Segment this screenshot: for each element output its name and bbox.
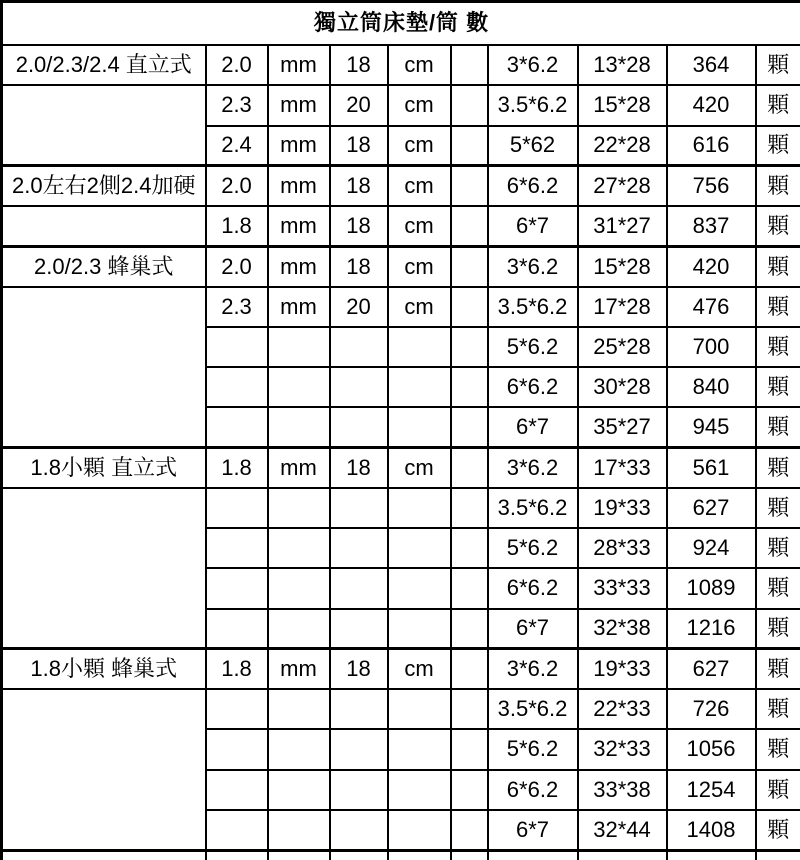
table-cell: 28*33 [578,528,667,568]
row-group-label-empty [2,488,206,649]
table-cell: 15*28 [578,85,667,125]
table-cell: 2.0 [206,166,268,206]
table-cell: 364 [667,45,756,85]
table-cell [268,327,330,367]
table-cell: 顆 [756,246,800,286]
table-cell [206,327,268,367]
table-cell: 顆 [756,126,800,166]
table-cell [451,327,488,367]
table-cell: 6*6.2 [488,367,578,407]
table-cell: 6*7 [488,206,578,246]
table-cell: 6*6.2 [488,166,578,206]
table-cell [268,488,330,528]
table-cell: 1089 [667,568,756,608]
table-cell: 顆 [756,45,800,85]
table-cell: 6*7 [488,609,578,649]
table-cell: 1408 [667,810,756,850]
table-cell: 22*28 [578,126,667,166]
table-cell [330,327,388,367]
table-cell [268,528,330,568]
table-row [2,206,800,246]
table-cell: 924 [667,528,756,568]
row-group-label: 2.0/2.3/2.4 直立式 [2,45,206,85]
table-cell [268,729,330,769]
table-cell: 2.0 [206,246,268,286]
table-cell [206,850,268,860]
table-cell: 32*44 [578,810,667,850]
table-cell: 627 [667,488,756,528]
row-group-label-empty [2,689,206,850]
table-cell [388,327,451,367]
table-cell: 25*28 [578,327,667,367]
table-cell: 616 [667,126,756,166]
table-cell [451,689,488,729]
table-cell [451,609,488,649]
table-cell [451,407,488,447]
row-group-label: 1.8小顆 蜂巢式 [2,649,206,689]
table-row [2,850,800,860]
table-cell [451,85,488,125]
table-cell: 32*33 [578,729,667,769]
table-cell [451,488,488,528]
table-cell [451,528,488,568]
table-cell [206,488,268,528]
table-title: 獨立筒床墊/筒 數 [2,2,800,46]
table-cell [451,206,488,246]
table-cell [667,850,756,860]
table-cell: 945 [667,407,756,447]
table-cell [388,407,451,447]
table-row [2,45,800,85]
table-cell: cm [388,166,451,206]
table-cell: 17*33 [578,448,667,488]
table-cell: mm [268,649,330,689]
table-body [2,45,800,860]
table-cell: 18 [330,246,388,286]
table-cell: 33*38 [578,770,667,810]
table-cell: 顆 [756,448,800,488]
table-row [2,287,800,327]
table-cell [451,770,488,810]
table-cell: 5*6.2 [488,729,578,769]
table-cell: 18 [330,45,388,85]
table-cell [488,850,578,860]
table-cell: 6*6.2 [488,770,578,810]
table-cell [206,689,268,729]
row-group-label: 2.0左右2側2.4加硬 [2,166,206,206]
table-cell: 顆 [756,770,800,810]
table-cell: 18 [330,166,388,206]
table-cell: 840 [667,367,756,407]
table-cell: cm [388,85,451,125]
table-cell [451,45,488,85]
table-cell: 726 [667,689,756,729]
table-cell: 2.0 [206,45,268,85]
table-cell: 3.5*6.2 [488,689,578,729]
table-cell: mm [268,166,330,206]
table-row [2,689,800,729]
table-cell: 1216 [667,609,756,649]
table-cell: cm [388,649,451,689]
table-cell [451,810,488,850]
table-cell: 20 [330,85,388,125]
table-cell: cm [388,126,451,166]
row-group-label: 2.0/2.3 蜂巢式 [2,246,206,286]
table-cell: 18 [330,448,388,488]
table-cell: 顆 [756,528,800,568]
table-cell: 3*6.2 [488,246,578,286]
table-cell [451,729,488,769]
table-cell: 30*28 [578,367,667,407]
table-cell: 33*33 [578,568,667,608]
table-cell: mm [268,206,330,246]
table-cell: 13*28 [578,45,667,85]
table-cell: 31*27 [578,206,667,246]
table-cell: mm [268,85,330,125]
table-cell: 700 [667,327,756,367]
table-cell [268,407,330,447]
table-cell: 476 [667,287,756,327]
table-cell: 32*38 [578,609,667,649]
table-cell: 顆 [756,649,800,689]
table-cell [388,528,451,568]
table-cell [388,367,451,407]
table-cell [451,367,488,407]
table-cell: 5*6.2 [488,327,578,367]
table-cell [388,609,451,649]
table-cell [330,407,388,447]
table-cell [206,770,268,810]
table-cell [388,770,451,810]
table-cell [206,568,268,608]
table-cell [268,810,330,850]
table-cell [388,810,451,850]
table-cell [330,689,388,729]
table-cell: 顆 [756,287,800,327]
table-cell [451,568,488,608]
table-cell: 420 [667,85,756,125]
table-cell: 2.3 [206,287,268,327]
table-cell [206,528,268,568]
table-cell [206,609,268,649]
table-cell: 顆 [756,729,800,769]
table-cell: 35*27 [578,407,667,447]
table-cell [578,850,667,860]
table-cell: 1.8 [206,649,268,689]
table-cell: 顆 [756,367,800,407]
table-cell [388,568,451,608]
table-cell: 837 [667,206,756,246]
table-cell: 19*33 [578,649,667,689]
table-cell: 3.5*6.2 [488,488,578,528]
table-cell [330,850,388,860]
table-cell: cm [388,246,451,286]
table-cell: 顆 [756,609,800,649]
table-cell: 1254 [667,770,756,810]
table-cell: 6*6.2 [488,568,578,608]
table-cell [206,810,268,850]
table-cell: 3*6.2 [488,448,578,488]
table-cell: cm [388,287,451,327]
table-cell: 顆 [756,85,800,125]
table-cell: 3.5*6.2 [488,287,578,327]
table-row [2,85,800,125]
table-cell: mm [268,448,330,488]
row-group-label-empty [2,287,206,448]
table-cell: 19*33 [578,488,667,528]
table-cell: 22*33 [578,689,667,729]
table-cell: 18 [330,649,388,689]
table-cell [451,448,488,488]
table-cell: 3.5*6.2 [488,85,578,125]
table-cell [451,166,488,206]
table-cell [268,609,330,649]
table-row [2,246,800,286]
table-cell: 20 [330,287,388,327]
table-cell [451,649,488,689]
table-cell [756,850,800,860]
table-cell [330,729,388,769]
row-group-label: 1.8小顆 直立式 [2,448,206,488]
table-cell [451,287,488,327]
row-group-label-empty [2,206,206,246]
title-row [2,2,800,46]
table-cell [388,689,451,729]
table-cell: 17*28 [578,287,667,327]
table-cell: 6*7 [488,810,578,850]
table-cell [268,568,330,608]
table-cell: 5*62 [488,126,578,166]
table-cell: 6*7 [488,407,578,447]
table-cell [388,488,451,528]
table-cell: 顆 [756,206,800,246]
table-cell [330,770,388,810]
table-cell: cm [388,206,451,246]
table-cell [330,528,388,568]
table-cell: 627 [667,649,756,689]
table-cell: 15*28 [578,246,667,286]
table-cell [268,850,330,860]
table-cell: 3*6.2 [488,649,578,689]
table-cell [330,568,388,608]
table-cell: 1.8 [206,448,268,488]
table-cell: 1056 [667,729,756,769]
table-cell: mm [268,126,330,166]
table-cell: 2.3 [206,85,268,125]
table-cell [388,729,451,769]
table-cell: 756 [667,166,756,206]
table-cell [268,367,330,407]
table-cell [330,367,388,407]
table-cell: 3*6.2 [488,45,578,85]
table-cell [268,770,330,810]
table-row [2,488,800,528]
table-cell: 420 [667,246,756,286]
table-cell: mm [268,287,330,327]
row-group-label-empty [2,85,206,166]
table-cell: 顆 [756,568,800,608]
table-cell: 1.8 [206,206,268,246]
table-cell [451,850,488,860]
table-cell [268,689,330,729]
table-cell: 顆 [756,810,800,850]
table-cell [451,246,488,286]
table-cell [206,407,268,447]
table-row [2,649,800,689]
table-cell [451,126,488,166]
table-row [2,448,800,488]
table-cell: 顆 [756,488,800,528]
table-cell [330,609,388,649]
table-cell: 561 [667,448,756,488]
row-group-label-empty [2,850,206,860]
table-cell: 2.4 [206,126,268,166]
table-row [2,166,800,206]
table-cell: 顆 [756,407,800,447]
table-cell: 18 [330,206,388,246]
table-cell [330,810,388,850]
table-cell: mm [268,246,330,286]
table-cell: cm [388,448,451,488]
table-cell: mm [268,45,330,85]
table-cell [206,729,268,769]
table-cell: 顆 [756,327,800,367]
table-cell: cm [388,45,451,85]
table-cell: 5*6.2 [488,528,578,568]
table-cell: 顆 [756,689,800,729]
table-cell: 顆 [756,166,800,206]
table-cell [388,850,451,860]
table-cell: 18 [330,126,388,166]
table-cell [330,488,388,528]
table-cell: 27*28 [578,166,667,206]
table-cell [206,367,268,407]
